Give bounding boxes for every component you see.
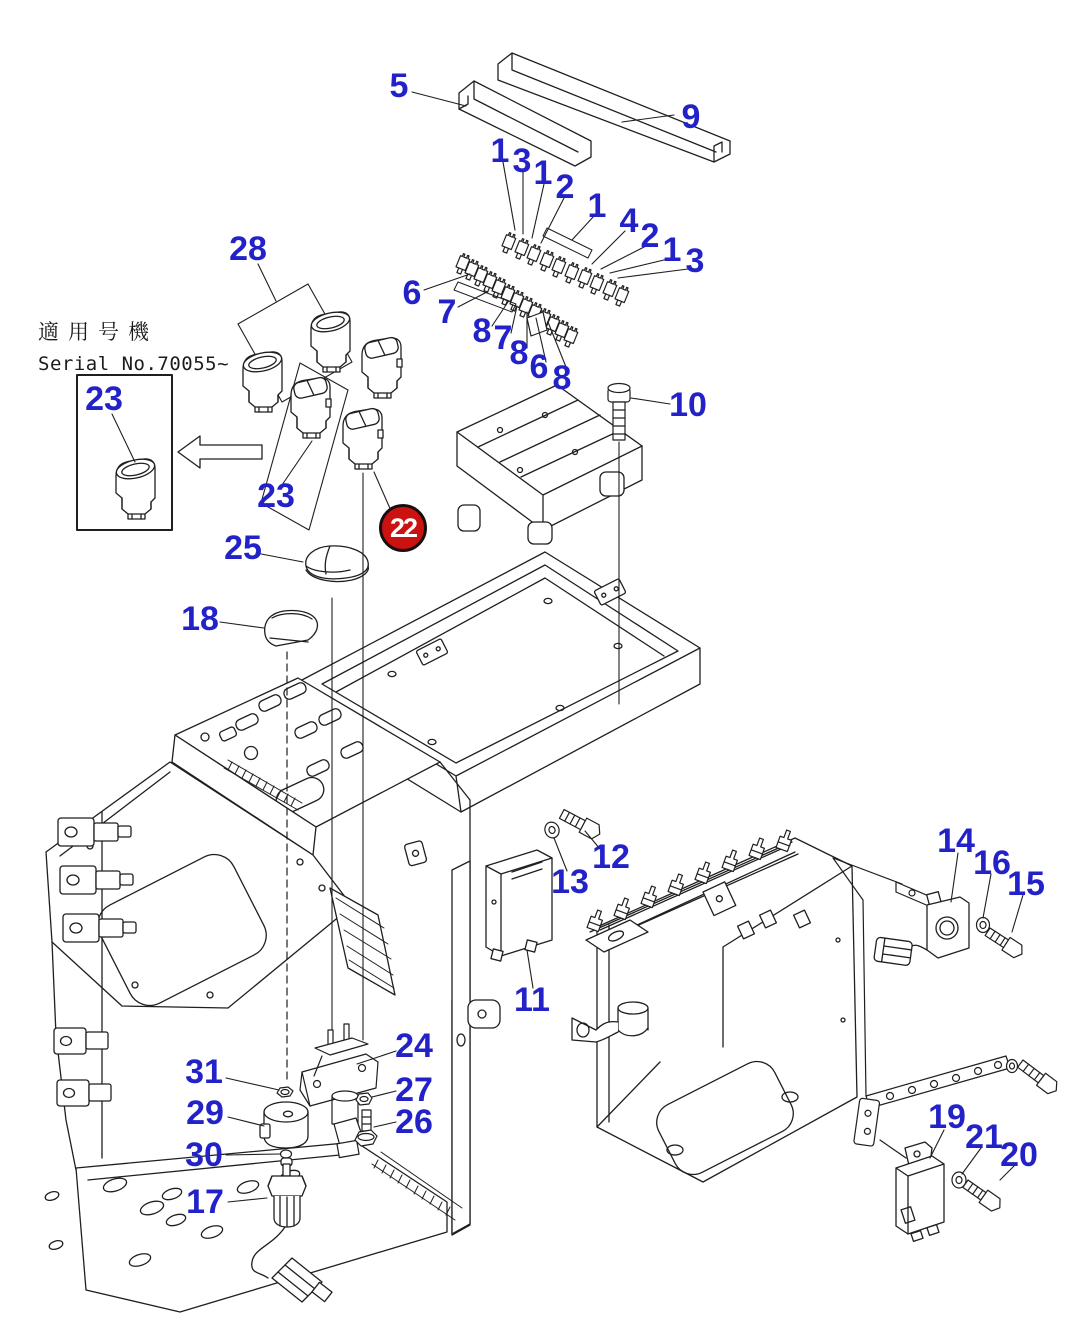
serial-number-note: Serial No.70055~ <box>38 353 230 375</box>
callout-19-37[interactable]: 19 <box>928 1098 966 1136</box>
callout-24-30[interactable]: 24 <box>395 1027 433 1065</box>
callout-20-39[interactable]: 20 <box>1000 1136 1038 1174</box>
callout-2-5[interactable]: 2 <box>555 168 575 206</box>
callout-8-15[interactable]: 8 <box>509 334 529 372</box>
callout-1-6[interactable]: 1 <box>587 187 607 225</box>
callout-6-16[interactable]: 6 <box>529 348 549 386</box>
callout-8-17[interactable]: 8 <box>552 359 572 397</box>
callout-10-18[interactable]: 10 <box>669 386 707 424</box>
callout-27-31[interactable]: 27 <box>395 1071 433 1109</box>
callout-7-12[interactable]: 7 <box>437 293 457 331</box>
applicability-note-jp: 適用号機 <box>38 320 158 344</box>
callout-11-26[interactable]: 11 <box>514 981 550 1019</box>
callout-15-29[interactable]: 15 <box>1007 865 1045 903</box>
callout-13-25[interactable]: 13 <box>551 863 589 901</box>
callout-30-35[interactable]: 30 <box>185 1136 223 1174</box>
callout-28-19[interactable]: 28 <box>229 230 267 268</box>
callout-8-13[interactable]: 8 <box>472 312 492 350</box>
callout-12-24[interactable]: 12 <box>592 838 630 876</box>
callout-23-21[interactable]: 23 <box>257 477 295 515</box>
callout-17-36[interactable]: 17 <box>186 1183 224 1221</box>
callout-5-0[interactable]: 5 <box>389 67 409 105</box>
callout-31-33[interactable]: 31 <box>185 1053 223 1091</box>
callout-29-34[interactable]: 29 <box>186 1094 224 1132</box>
callout-3-3[interactable]: 3 <box>512 142 532 180</box>
callout-7-14[interactable]: 7 <box>493 319 513 357</box>
callout-18-23[interactable]: 18 <box>181 600 219 638</box>
callout-23-20[interactable]: 23 <box>85 380 123 418</box>
callout-25-22[interactable]: 25 <box>224 529 262 567</box>
callout-9-1[interactable]: 9 <box>681 98 701 136</box>
selected-callout-22[interactable]: 22 <box>379 504 427 552</box>
callout-2-8[interactable]: 2 <box>640 217 660 255</box>
callout-26-32[interactable]: 26 <box>395 1103 433 1141</box>
callout-6-11[interactable]: 6 <box>402 274 422 312</box>
callout-1-9[interactable]: 1 <box>662 231 682 269</box>
callout-1-4[interactable]: 1 <box>533 154 553 192</box>
callout-3-10[interactable]: 3 <box>685 242 705 280</box>
callout-14-27[interactable]: 14 <box>937 822 975 860</box>
callout-4-7[interactable]: 4 <box>619 202 639 240</box>
callout-21-38[interactable]: 21 <box>965 1118 1003 1156</box>
callout-16-28[interactable]: 16 <box>973 844 1011 882</box>
callout-1-2[interactable]: 1 <box>490 132 510 170</box>
